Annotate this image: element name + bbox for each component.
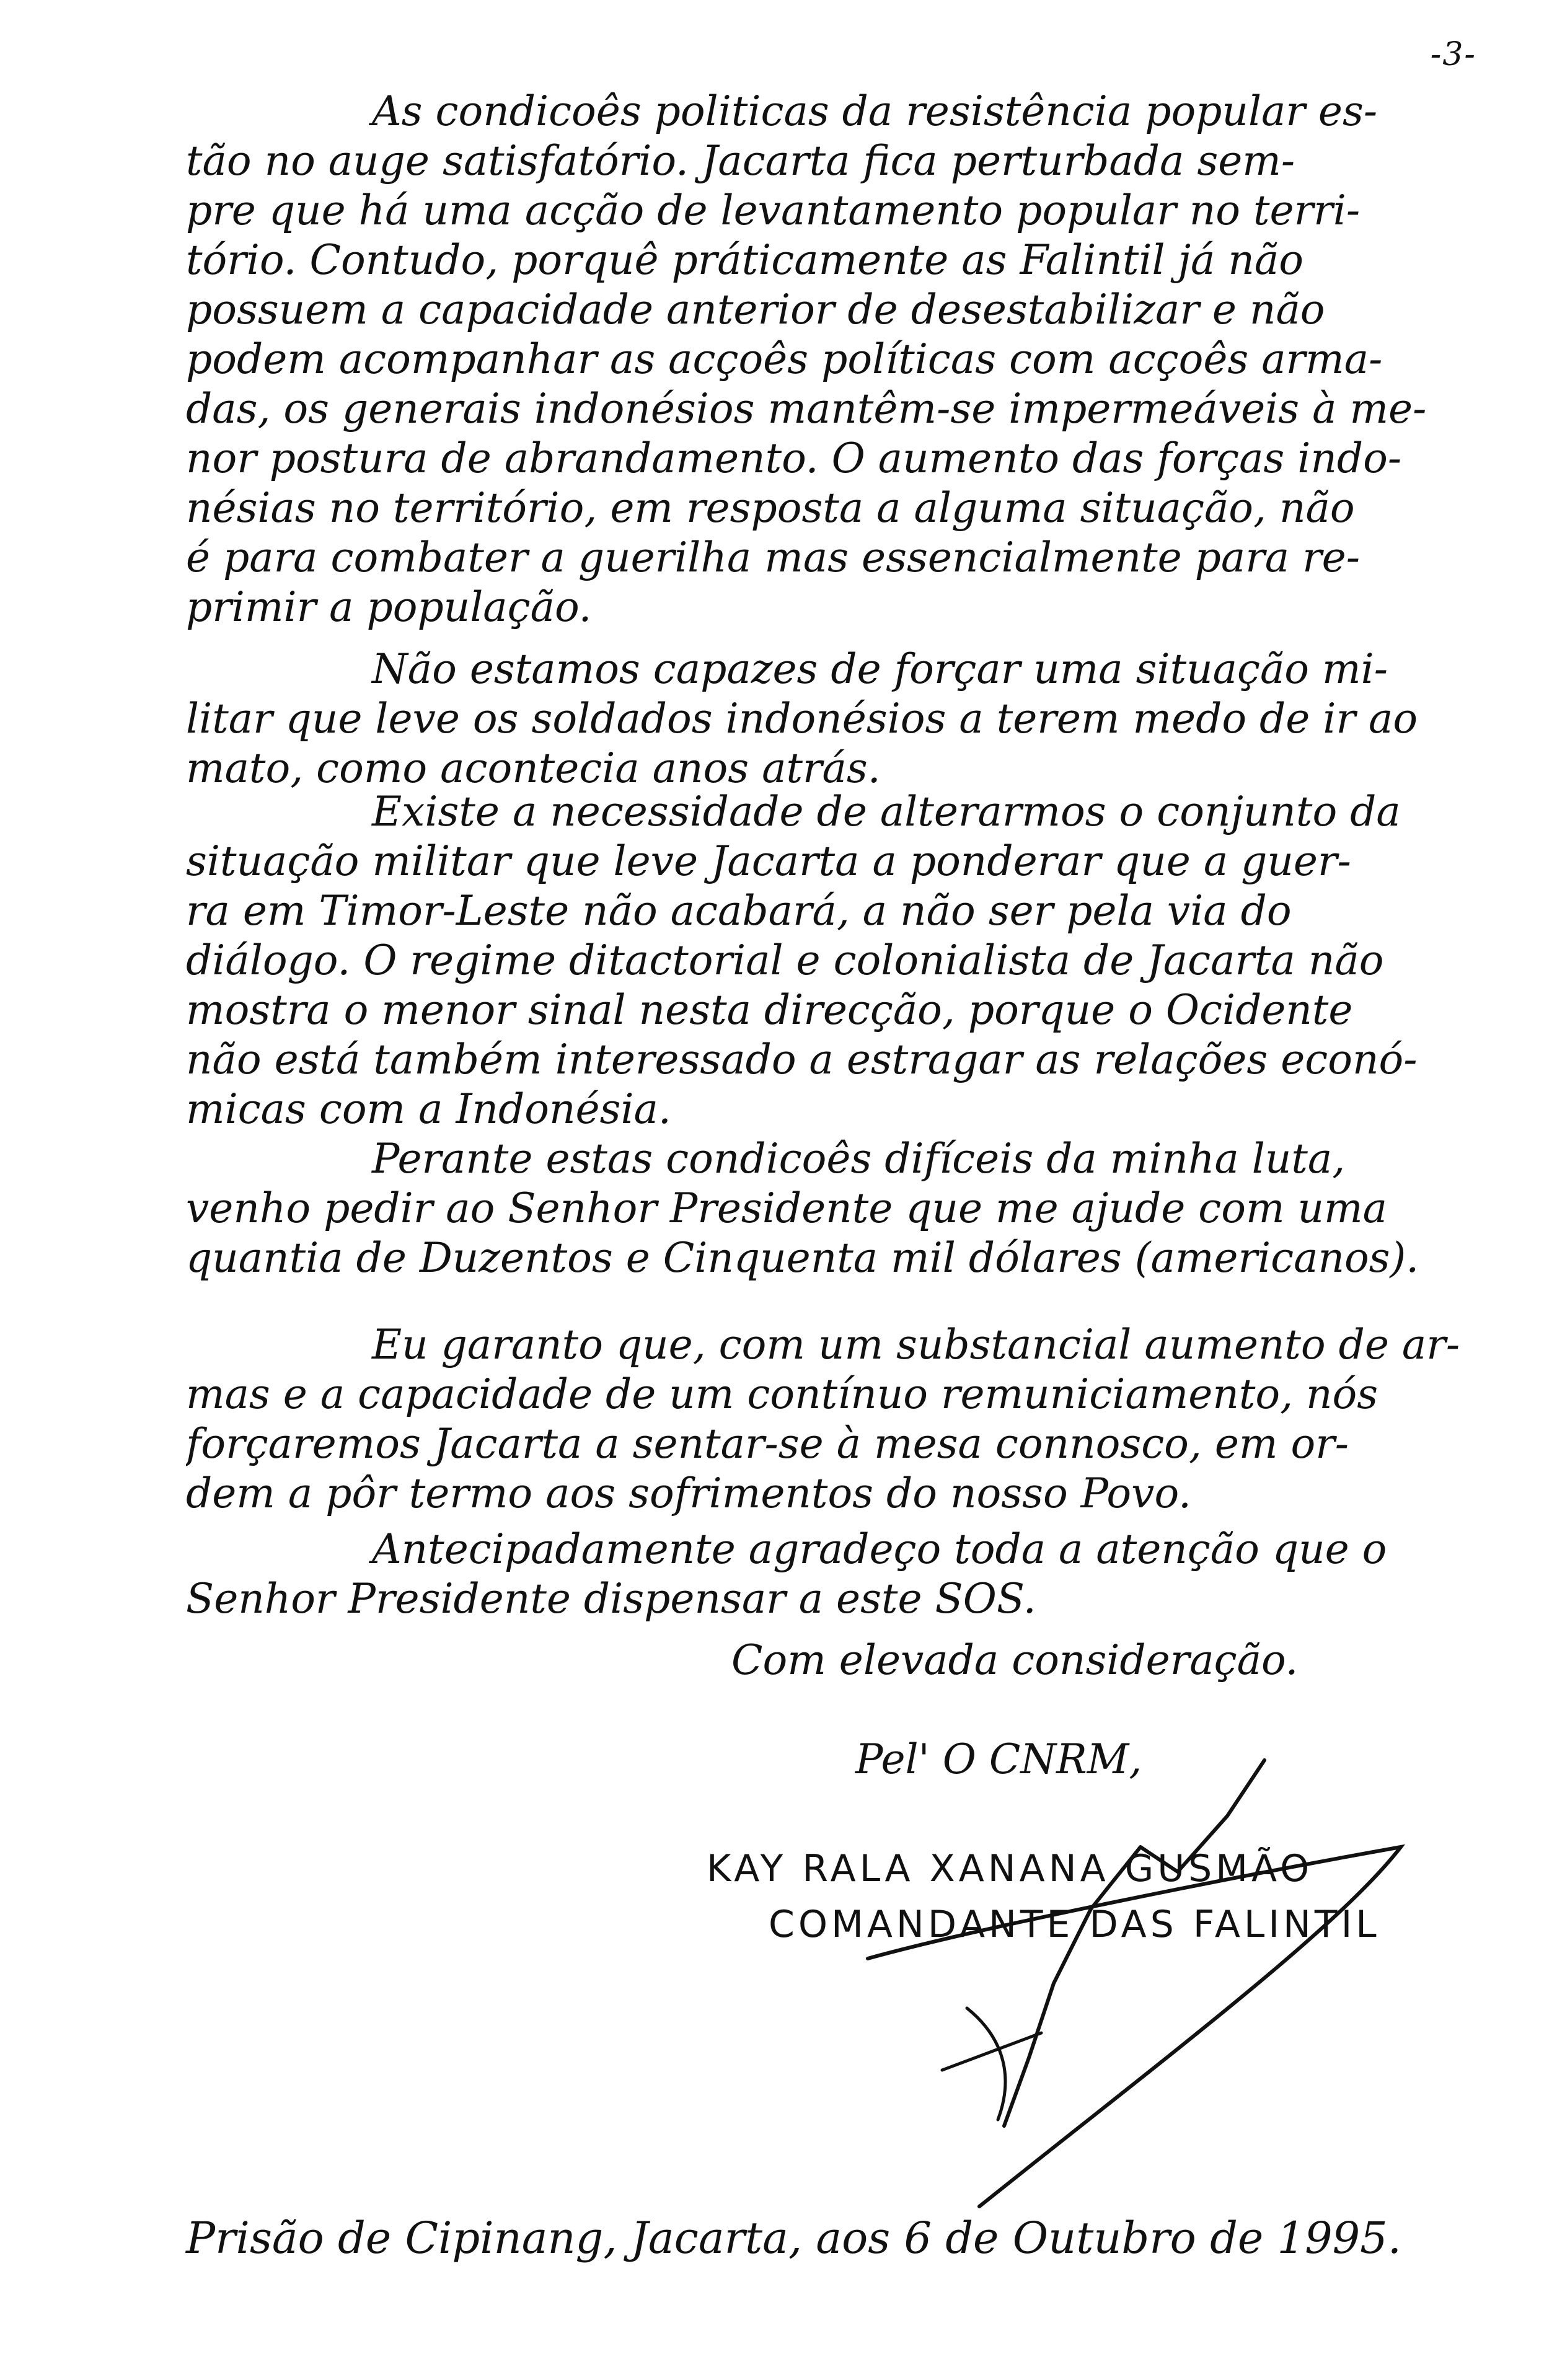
text-line: nor postura de abrandamento. O aumento das forças indo- <box>186 434 1402 482</box>
text-line: tão no auge satisfatório. Jacarta fica perturbada sem- <box>186 137 1295 185</box>
text-line: nésias no território, em resposta a alguma situação, não <box>186 484 1355 532</box>
text-line: venho pedir ao Senhor Presidente que me ajude com uma <box>186 1184 1387 1232</box>
text-line: Antecipadamente agradeço toda a atenção que o <box>372 1525 1387 1573</box>
paragraph-3 <box>186 787 1475 1134</box>
text-line: não está também interessado a estragar as relações econó- <box>186 1036 1418 1083</box>
text-line: quantia de Duzentos e Cinquenta mil dólares (americanos). <box>186 1234 1419 1282</box>
text-line: diálogo. O regime ditactorial e colonialista de Jacarta não <box>186 937 1384 984</box>
text-line: mas e a capacidade de um contínuo remuniciamento, nós <box>186 1370 1378 1418</box>
text-line: podem acompanhar as acçoês políticas com acçoês arma- <box>186 335 1383 383</box>
text-line: Existe a necessidade de alterarmos o conjunto da <box>372 788 1401 835</box>
text-line: mostra o menor sinal nesta direcção, porque o Ocidente <box>186 986 1353 1034</box>
text-line: Perante estas condicoês difíceis da minha luta, <box>372 1135 1346 1183</box>
text-line: Senhor Presidente dispensar a este SOS. <box>186 1575 1036 1623</box>
handwritten-signature <box>793 1723 1475 2281</box>
text-line: tório. Contudo, porquê práticamente as Falintil já não <box>186 236 1303 284</box>
text-line: é para combater a guerilha mas essencialmente para re- <box>186 534 1361 581</box>
text-line: mato, como acontecia anos atrás. <box>186 744 881 792</box>
text-line: litar que leve os soldados indonésios a terem medo de ir ao <box>186 695 1418 743</box>
page-number: -3- <box>1430 36 1476 73</box>
signatory-name: KAY RALA XANANA GUSMÃO <box>707 1847 1313 1890</box>
text-line: Não estamos capazes de forçar uma situação mi- <box>372 645 1388 693</box>
text-line: ra em Timor-Leste não acabará, a não ser pela via do <box>186 887 1292 935</box>
text-line: primir a população. <box>186 583 592 631</box>
text-line: das, os generais indonésios mantêm-se impermeáveis à me- <box>186 385 1427 433</box>
paragraph-4 <box>186 1134 1475 1283</box>
text-line: Eu garanto que, com um substancial aumento de ar- <box>372 1321 1460 1368</box>
on-behalf-line: Pel' O CNRM, <box>855 1735 1142 1783</box>
paragraph-6 <box>186 1525 1475 1624</box>
place-and-date: Prisão de Cipinang, Jacarta, aos 6 de Outubro de 1995. <box>186 2213 1401 2263</box>
paragraph-1 <box>186 87 1475 632</box>
paragraph-2 <box>186 645 1475 793</box>
text-line: dem a pôr termo aos sofrimentos do nosso Povo. <box>186 1470 1191 1517</box>
signatory-title: COMANDANTE DAS FALINTIL <box>769 1903 1380 1946</box>
closing-salutation: Com elevada consideração. <box>731 1636 1299 1684</box>
text-line: possuem a capacidade anterior de desestabilizar e não <box>186 286 1325 333</box>
text-line: forçaremos Jacarta a sentar-se à mesa connosco, em or- <box>186 1420 1349 1468</box>
text-line: pre que há uma acção de levantamento popular no terri- <box>186 187 1361 234</box>
paragraph-5 <box>186 1320 1475 1518</box>
text-line: As condicoês politicas da resistência popular es- <box>372 87 1378 135</box>
text-line: situação militar que leve Jacarta a ponderar que a guer- <box>186 837 1351 885</box>
text-line: micas com a Indonésia. <box>186 1085 671 1133</box>
